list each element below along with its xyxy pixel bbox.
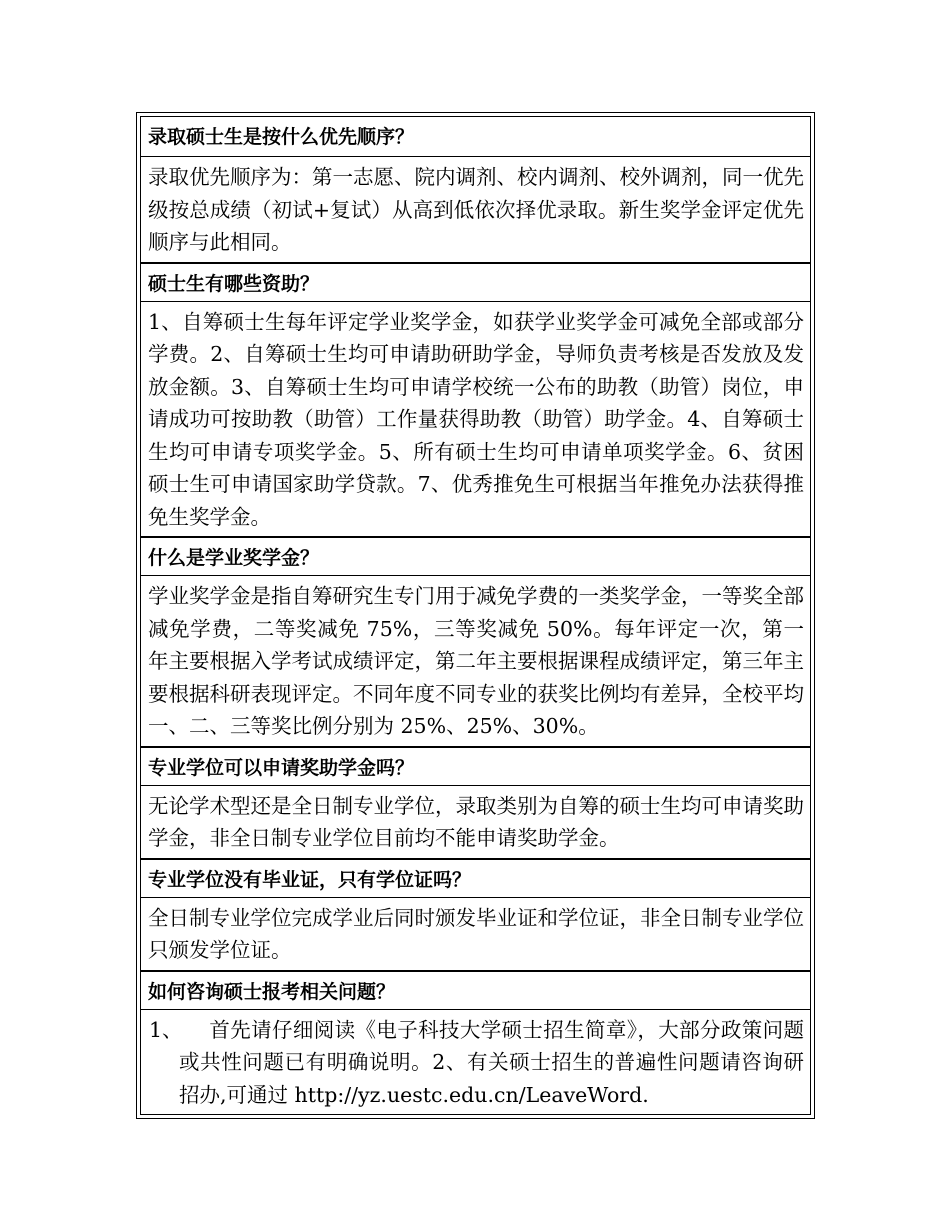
faq-answer [141,1009,810,1115]
faq-question: 专业学位没有毕业证，只有学位证吗？ [141,858,810,897]
faq-question: 什么是学业奖学金？ [141,536,810,575]
faq-answer-lead: 1、 [149,1017,183,1042]
faq-table [136,112,815,1119]
faq-question: 硕士生有哪些资助？ [141,262,810,301]
faq-answer: 全日制专业学位完成学业后同时颁发毕业证和学位证，非全日制专业学位只颁发学位证。 [141,897,810,970]
faq-answer: 录取优先顺序为：第一志愿、院内调剂、校内调剂、校外调剂，同一优先级按总成绩（初试+复试）从高到低依次择优录取。新生奖学金评定优先顺序与此相同。 [141,156,810,262]
faq-answer: 无论学术型还是全日制专业学位，录取类别为自筹的硕士生均可申请奖助学金，非全日制专业学位目前均不能申请奖助学金。 [141,785,810,858]
faq-answer-text: 首先请仔细阅读《电子科技大学硕士招生简章》，大部分政策问题或共性问题已有明确说明。2、有关硕士招生的普遍性问题请咨询研招办,可通过 http://yz.uestc.edu.cn/LeaveWord. [179,1017,804,1107]
faq-question: 录取硕士生是按什么优先顺序？ [148,126,415,148]
faq-question: 如何咨询硕士报考相关问题？ [141,970,810,1009]
faq-answer: 1、自筹硕士生每年评定学业奖学金，如获学业奖学金可减免全部或部分学费。2、自筹硕士生均可申请助研助学金，导师负责考核是否发放及发放金额。3、自筹硕士生均可申请学校统一公布的助教（助管）岗位，申请成功可按助教（助管）工作量获得助教（助管）助学金。4、自筹硕士生均可申请专项奖学金。5、所有硕士生均可申请单项奖学金。6、贫困硕士生可申请国家助学贷款。7、优秀推免生可根据当年推免办法获得推免生奖学金。 [141,301,810,537]
faq-answer: 学业奖学金是指自筹研究生专门用于减免学费的一类奖学金，一等奖全部减免学费，二等奖减免 75%，三等奖减免 50%。每年评定一次，第一年主要根据入学考试成绩评定，第二年主要根据课程成绩评定，第三年主要根据科研表现评定。不同年度不同专业的获奖比例均有差异，全校平均一、二、三等奖比例分别为 25%、25%、30%。 [141,575,810,746]
faq-question: 专业学位可以申请奖助学金吗？ [141,746,810,785]
faq-table-inner [140,116,811,1115]
